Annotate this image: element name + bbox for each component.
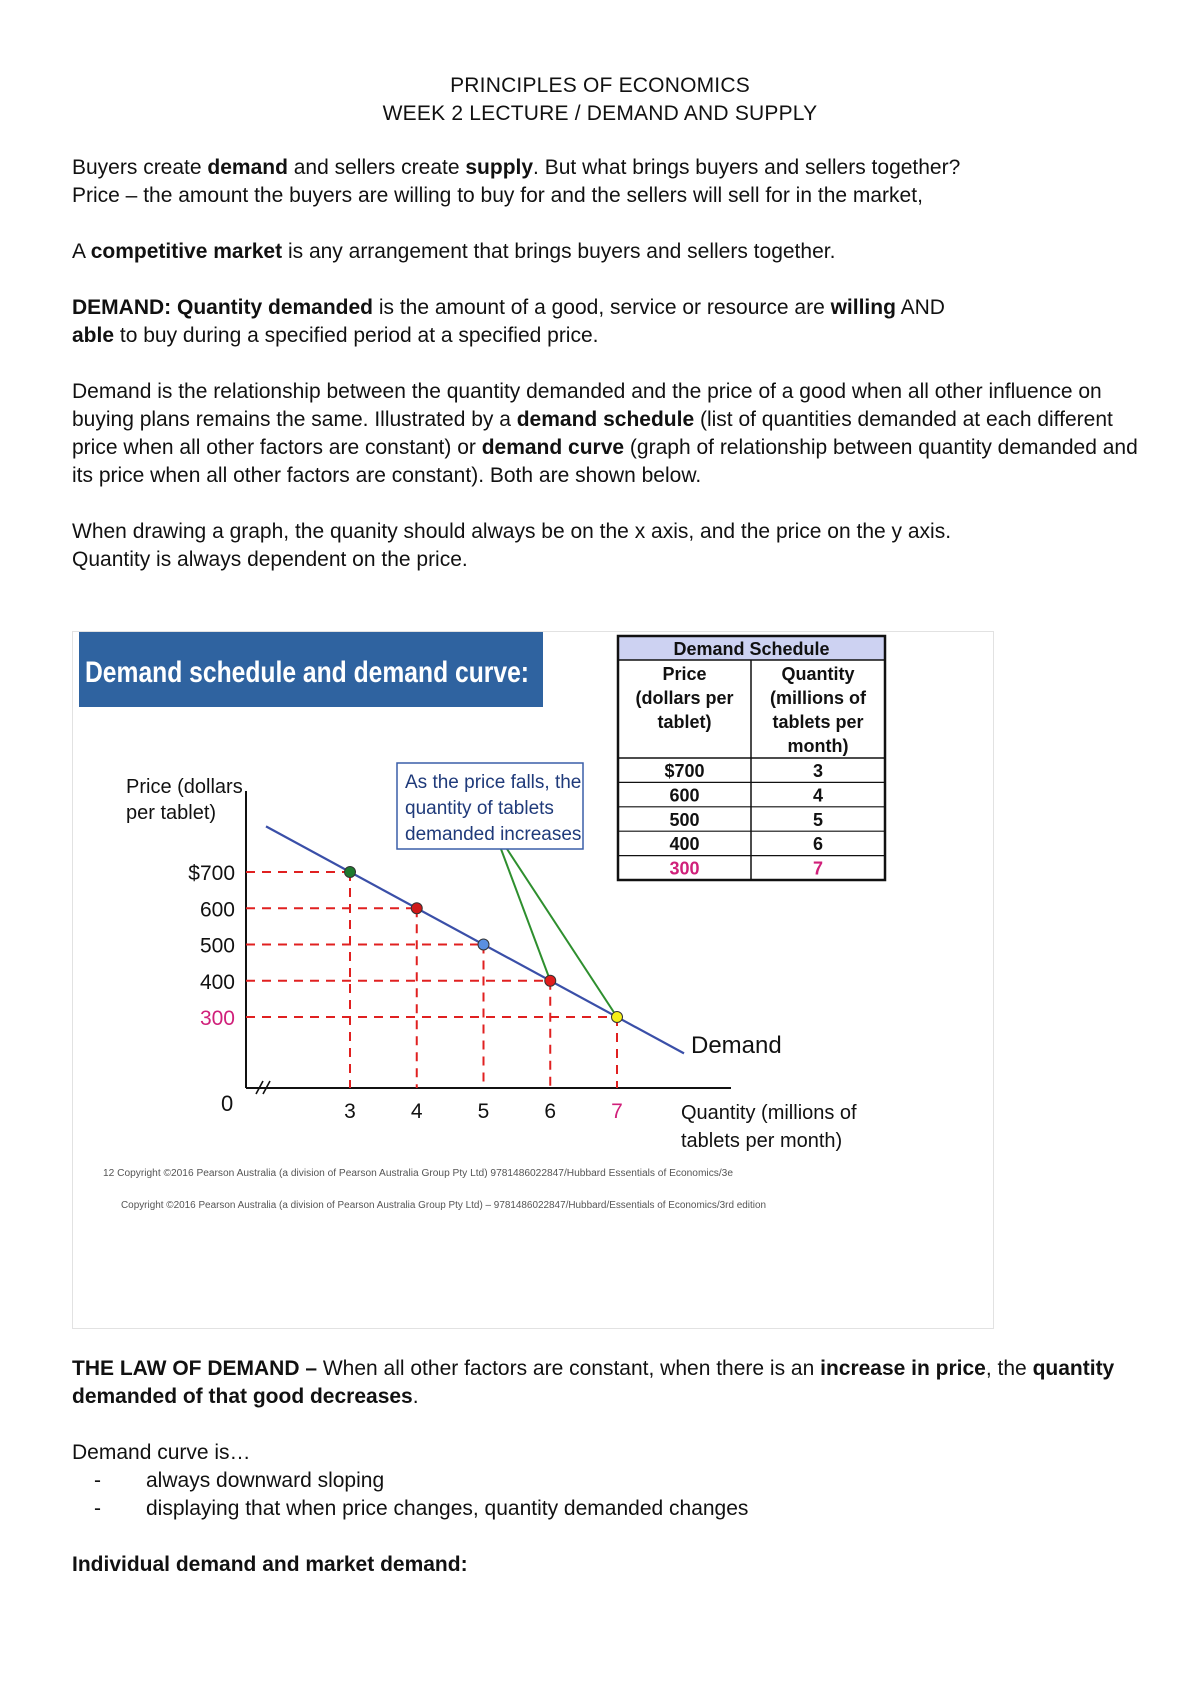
text-run: . [412, 1385, 419, 1408]
schedule-price-cell: 500 [669, 809, 700, 830]
paragraph-price-definition: Price – the amount the buyers are willing to buy for and the sellers will sell for in the market, [72, 184, 923, 207]
x-tick-label: 6 [544, 1100, 557, 1123]
text-run: (graph of relationship between quantity demanded and its price when all other factors are constant). Both are shown below. [72, 436, 1138, 487]
text-run: Demand is the relationship between the quantity demanded and the price of a good when all other influence on buying plans remains the same. Illustrated by a [72, 380, 1102, 431]
bold-term-demand-curve: demand curve [481, 436, 625, 459]
text-run: and sellers create [287, 156, 466, 179]
text-run: (list of quantities demanded at each different price when all other factors are constant) or [72, 408, 1113, 459]
bold-term-quantity-decreases: quantity demanded of that good decreases [72, 1357, 1115, 1408]
schedule-price-header: tablet) [657, 712, 712, 732]
text-run: AND [895, 296, 945, 319]
list-item [72, 1467, 1152, 1495]
schedule-price-cell: 600 [669, 785, 700, 806]
bold-term-increase-in-price: increase in price [820, 1357, 986, 1380]
course-title: PRINCIPLES OF ECONOMICS [450, 74, 750, 97]
list-item [72, 1495, 1152, 1523]
y-tick-label: $700 [188, 862, 235, 885]
demand-point [411, 903, 422, 914]
callout-pointer-line [501, 849, 550, 981]
text-run: is any arrangement that brings buyers and sellers together. [282, 240, 836, 263]
schedule-price-cell: $700 [664, 761, 705, 781]
bold-term-willing: willing [830, 296, 896, 319]
x-tick-label: 3 [344, 1100, 356, 1123]
callout-pointer-line [507, 849, 617, 1017]
schedule-quantity-cell: 5 [812, 809, 824, 830]
bold-term-supply: supply [465, 156, 534, 179]
law-of-demand-section [72, 1355, 1152, 1579]
schedule-price-header: Price [662, 664, 707, 684]
demand-figure [72, 631, 994, 1329]
paragraph-quantity-demanded [72, 294, 1142, 350]
schedule-price-header: (dollars per [635, 688, 734, 708]
schedule-quantity-header: tablets per [772, 712, 864, 732]
y-tick-label: 500 [199, 934, 235, 958]
document-header [0, 72, 1200, 128]
text-run: Buyers create [72, 156, 208, 179]
schedule-quantity-cell: 4 [812, 785, 824, 806]
intro-section [72, 154, 1142, 574]
demand-point [345, 867, 356, 878]
text-run: When all other factors are constant, when there is an [317, 1357, 821, 1380]
callout-text: As the price falls, the [405, 772, 582, 793]
y-axis-label: Price (dollars [126, 776, 243, 798]
callout-text: demanded increases [405, 824, 582, 845]
y-tick-label: 300 [199, 1007, 235, 1030]
paragraph-quantity-dependent: Quantity is always dependent on the price. [72, 548, 468, 571]
x-tick-label: 4 [410, 1100, 423, 1123]
bold-term-competitive-market: competitive market [90, 240, 283, 263]
text-run: is the amount of a good, service or resource are [373, 296, 831, 319]
bold-term-demand: demand [207, 156, 288, 179]
origin-label: 0 [221, 1091, 234, 1116]
demand-curve-label: Demand [691, 1032, 782, 1059]
schedule-price-cell: 400 [669, 834, 700, 855]
x-axis-label: tablets per month) [681, 1130, 843, 1152]
y-tick-label: 600 [199, 898, 235, 922]
schedule-quantity-cell: 7 [812, 858, 824, 879]
paragraph-buyers-sellers [72, 154, 1142, 182]
bold-term-demand-schedule: demand schedule [516, 408, 695, 431]
list-item-text: always downward sloping [146, 1469, 385, 1492]
text-run: to buy during a specified period at a specified price. [114, 324, 599, 347]
text-run: , the [985, 1357, 1033, 1380]
schedule-title: Demand Schedule [673, 639, 830, 659]
y-tick-label: 400 [199, 970, 235, 994]
copyright-line: Copyright ©2016 Pearson Australia (a division of Pearson Australia Group Pty Ltd) – 9781486022847/Hubbard/Essentials of Economics/3rd edition [121, 1200, 766, 1211]
dash-bullet: - [94, 1497, 101, 1520]
schedule-quantity-header: month) [787, 736, 849, 756]
paragraph-competitive-market [72, 238, 1142, 266]
x-tick-label: 5 [477, 1100, 490, 1123]
copyright-line: 12 Copyright ©2016 Pearson Australia (a division of Pearson Australia Group Pty Ltd) 9781486022847/Hubbard Essentials of Economics/3e [103, 1168, 734, 1179]
banner-title: Demand schedule and demand curve: [85, 656, 529, 689]
demand-curve-intro: Demand curve is… [72, 1441, 251, 1464]
demand-point [545, 975, 556, 986]
paragraph-law-of-demand [72, 1355, 1152, 1411]
demand-point [612, 1012, 623, 1023]
demand-chart-svg [73, 632, 993, 1328]
text-run: A [72, 240, 91, 263]
list-item-text: displaying that when price changes, quantity demanded changes [146, 1497, 749, 1520]
schedule-price-cell: 300 [669, 858, 700, 879]
schedule-quantity-header: (millions of [770, 688, 866, 708]
bold-term-able: able [72, 324, 115, 347]
demand-curve-list [72, 1467, 1152, 1523]
paragraph-graph-axes: When drawing a graph, the quanity should always be on the x axis, and the price on the y axis. [72, 520, 952, 543]
text-run: . But what brings buyers and sellers together? [533, 156, 961, 179]
callout-text: quantity of tablets [405, 798, 554, 819]
schedule-quantity-cell: 6 [812, 834, 824, 855]
y-axis-label: per tablet) [126, 802, 217, 824]
bold-term-quantity-demanded: DEMAND: Quantity demanded [72, 296, 374, 319]
x-tick-label: 7 [611, 1100, 623, 1123]
x-axis-label: Quantity (millions of [681, 1102, 857, 1124]
schedule-quantity-cell: 3 [812, 761, 824, 781]
demand-point [478, 939, 489, 950]
paragraph-demand-relationship [72, 378, 1142, 490]
subheading-text: Individual demand and market demand: [72, 1553, 468, 1576]
dash-bullet: - [94, 1469, 101, 1492]
lecture-title: WEEK 2 LECTURE / DEMAND AND SUPPLY [382, 102, 818, 125]
bold-term-law-of-demand: THE LAW OF DEMAND – [72, 1357, 317, 1380]
schedule-quantity-header: Quantity [781, 664, 855, 684]
subheading-individual-market-demand [72, 1551, 1152, 1579]
